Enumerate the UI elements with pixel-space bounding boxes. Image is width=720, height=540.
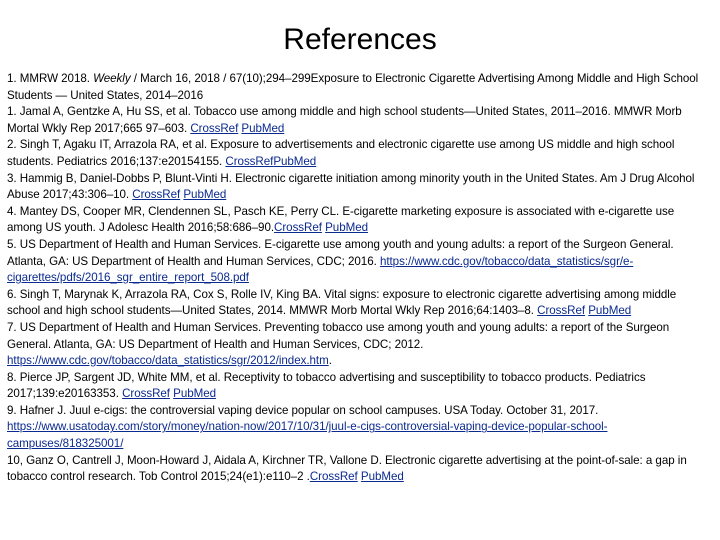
reference-number: 3. (7, 171, 17, 185)
reference-number: 2. (7, 138, 17, 152)
reference-number: 9. (7, 403, 17, 417)
reference-item (7, 137, 707, 170)
crossref-link[interactable]: CrossRef (190, 121, 239, 135)
crossref-link[interactable]: CrossRef (122, 387, 170, 401)
slide-title: References (283, 23, 437, 56)
pubmed-link[interactable]: PubMed (173, 387, 217, 401)
reference-text: US Department of Health and Human Services. Preventing tobacco use among youth and young adults: a report of the Surgeon General. Atlanta, GA: US Department of Health and Human Services, CDC; 2012. (7, 320, 670, 351)
reference-number: 4. (7, 204, 17, 218)
reference-item (7, 204, 707, 237)
reference-text: Jamal A, Gentzke A, Hu SS, et al. Tobacco use among middle and high school students—United States, 2011–2016. MMWR Morb Mortal Wkly Rep 2017;665 97–603. (7, 105, 682, 135)
crossref-link[interactable]: CrossRef (537, 304, 586, 318)
report-url-link[interactable]: https://www.cdc.gov/tobacco/data_statistics/sgr/2012/index.htm (7, 354, 329, 368)
pubmed-link[interactable]: PubMed (273, 154, 317, 168)
reference-text: Ganz O, Cantrell J, Moon-Howard J, Aidala A, Kirchner TR, Vallone D. Electronic cigarette advertising at the point-of-sale: a gap in tobacco control research. Tob Control 2015;24(e1):e110–2 . (7, 453, 687, 484)
reference-text: Hammig B, Daniel-Dobbs P, Blunt-Vinti H. Electronic cigarette initiation among minority youth in the United States. Am J Drug Alcohol Abuse 2017;43:306–10. (7, 171, 695, 202)
reference-text: US Department of Health and Human Services. E-cigarette use among youth and young adults: a report of the Surgeon General. Atlanta, GA: US Department of Health and Human Services, CDC; 2016. (7, 237, 674, 268)
reference-italic-text: Weekly (93, 72, 131, 85)
pubmed-link[interactable]: PubMed (588, 304, 632, 318)
reference-number: 1. (7, 72, 17, 85)
reference-number: 5. (7, 237, 17, 251)
reference-item (7, 237, 707, 287)
reference-item (7, 71, 707, 104)
reference-text: / March 16, 2018 / 67(10);294–299Exposure to Electronic Cigarette Advertising Among Middle and High School Students — United States, 2014–2016 (7, 72, 699, 102)
reference-text: Mantey DS, Cooper MR, Clendennen SL, Pasch KE, Perry CL. E-cigarette marketing exposure is associated with e-cigarette use among US youth. J Adolesc Health 2016;58:686–90. (7, 204, 675, 235)
reference-text: Singh T, Marynak K, Arrazola RA, Cox S, Rolle IV, King BA. Vital signs: exposure to electronic cigarette advertising among middle school and high school students—United States, 2014. MMWR Morb Mortal Wkly Rep 2016;64:1403–8. (7, 287, 677, 318)
reference-list (7, 71, 707, 486)
reference-text: Singh T, Agaku IT, Arrazola RA, et al. Exposure to advertisements and electronic cigarette use among US middle and high school students. Pediatrics 2016;137:e20154155. (7, 138, 675, 168)
crossref-link[interactable]: CrossRef (225, 154, 274, 168)
reference-item (7, 320, 707, 370)
pubmed-link[interactable]: PubMed (183, 188, 227, 202)
reference-item (7, 171, 707, 204)
reference-text: Pierce JP, Sargent JD, White MM, et al. Receptivity to tobacco advertising and susceptibility to tobacco products. Pediatrics 2017;139:e20163353. (7, 370, 646, 401)
reference-item (7, 370, 707, 403)
reference-item (7, 453, 707, 486)
reference-text: Hafner J. Juul e-cigs: the controversial vaping device popular on school campuses. USA Today. October 31, 2017. (19, 403, 599, 417)
crossref-link[interactable]: CrossRef (274, 221, 322, 235)
reference-text: MMRW 2018. (19, 72, 94, 85)
pubmed-link[interactable]: PubMed (241, 121, 285, 135)
crossref-link[interactable]: CrossRef (132, 188, 181, 202)
pubmed-link[interactable]: PubMed (325, 221, 369, 235)
reference-number: 1. (7, 105, 17, 119)
reference-item (7, 287, 707, 320)
report-url-link[interactable]: https://www.cdc.gov/tobacco/data_statistics/sgr/e-cigarettes/pdfs/2016_sgr_entire_report_508.pdf (7, 254, 634, 285)
reference-number: 7. (7, 320, 17, 334)
reference-number: 8. (7, 370, 17, 384)
reference-item (7, 403, 707, 453)
reference-text: . (328, 354, 332, 368)
article-url-link[interactable]: https://www.usatoday.com/story/money/nation-now/2017/10/31/juul-e-cigs-controversial-vaping-device-popular-school-campuses/818325001/ (7, 420, 608, 451)
reference-item (7, 104, 707, 137)
reference-number: 6. (7, 287, 17, 301)
crossref-link[interactable]: CrossRef (309, 470, 358, 484)
pubmed-link[interactable]: PubMed (360, 470, 404, 484)
reference-number: 10, (7, 453, 23, 467)
